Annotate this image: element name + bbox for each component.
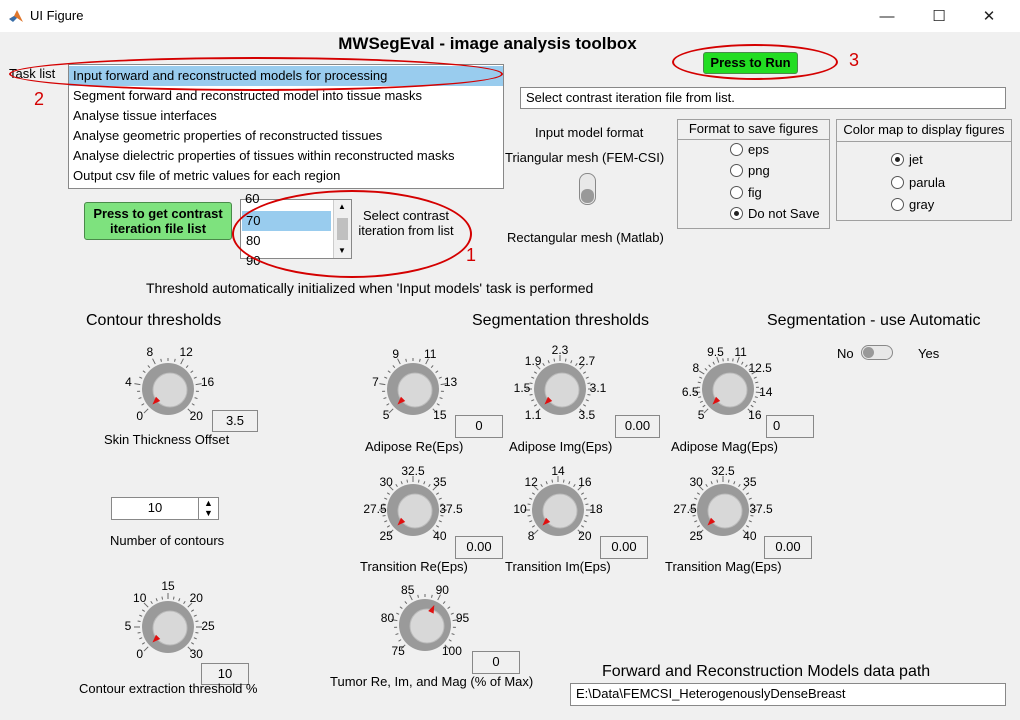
knob-tick-label: 1.1 — [524, 407, 542, 422]
adipose-img-value: 0.00 — [615, 415, 660, 438]
knob-tick-label: 18 — [589, 502, 603, 516]
task-list-label: Task list — [9, 66, 56, 81]
knob-tick-label: 100 — [441, 643, 462, 658]
trans-im-value: 0.00 — [600, 536, 648, 559]
knob-tick-label: 6.5 — [681, 385, 699, 400]
adipose-img-label: Adipose Img(Eps) — [509, 439, 613, 454]
iteration-item[interactable]: 80 — [246, 233, 261, 248]
colormap-jet-option[interactable]: jet — [891, 152, 923, 167]
app-title: MWSegEval - image analysis toolbox — [338, 34, 637, 53]
knob-tick-label: 20 — [578, 528, 592, 543]
trans-mag-value: 0.00 — [764, 536, 812, 559]
knob-tick-label: 12 — [524, 475, 538, 490]
knob-tick-label: 0 — [136, 647, 144, 662]
input-format-label: Input model format — [535, 125, 644, 140]
knob-tick-label: 25 — [201, 619, 215, 633]
knob-tick-label: 27.5 — [673, 502, 697, 516]
contours-spinner[interactable] — [111, 497, 219, 520]
run-button[interactable]: Press to Run — [703, 52, 798, 74]
knob-tick-label: 20 — [189, 590, 203, 605]
threshold-note: Threshold automatically initialized when 'Input models' task is performed — [146, 280, 594, 296]
segmentation-automatic-title: Segmentation - use Automatic — [767, 312, 981, 329]
knob-tick-label: 10 — [133, 590, 147, 605]
knob-tick-label: 8 — [527, 528, 535, 543]
save-png-option[interactable]: png — [730, 163, 770, 178]
status-field: Select contrast iteration file from list. — [520, 87, 1006, 109]
tumor-value: 0 — [472, 651, 520, 674]
trans-mag-label: Transition Mag(Eps) — [665, 559, 782, 574]
task-item[interactable]: Output csv file of metric values for each region — [73, 168, 341, 183]
annotation-ellipse-1 — [232, 190, 472, 278]
knob-tick-label: 13 — [443, 375, 458, 390]
knob-tick-label: 2.7 — [578, 354, 596, 369]
knob-tick-label: 3.1 — [589, 381, 607, 395]
auto-switch-no: No — [837, 346, 854, 361]
adipose-mag-label: Adipose Mag(Eps) — [671, 439, 778, 454]
colormap-title: Color map to display figures — [837, 120, 1011, 142]
scroll-down-icon[interactable]: ▼ — [338, 246, 346, 255]
knob-tick-label: 16 — [200, 374, 215, 389]
knob-tick-label: 14 — [551, 464, 565, 478]
knob-tick-label: 11 — [424, 347, 437, 362]
data-path-title: Forward and Reconstruction Models data path — [602, 663, 931, 680]
knob-tick-label: 75 — [391, 643, 405, 658]
get-contrast-button[interactable]: Press to get contrast iteration file list — [84, 202, 232, 240]
task-item[interactable]: Analyse dielectric properties of tissues within reconstructed masks — [73, 148, 455, 163]
spinner-up-icon[interactable]: ▲ — [204, 498, 213, 508]
knob-tick-label: 35 — [433, 475, 447, 490]
knob-tick-label: 7 — [372, 375, 379, 390]
adipose-mag-value: 0 — [766, 415, 814, 438]
auto-switch-yes: Yes — [918, 346, 940, 361]
spinner-buttons[interactable] — [198, 498, 218, 519]
knob-tick-label: 90 — [435, 583, 449, 598]
knob-tick-label: 40 — [433, 528, 447, 543]
knob-tick-label: 9 — [392, 347, 400, 362]
colormap-parula-option[interactable]: parula — [891, 175, 945, 190]
knob-tick-label: 80 — [380, 611, 395, 626]
knob-tick-label: 2.3 — [551, 343, 569, 357]
annotation-ellipse-3 — [672, 44, 838, 80]
task-item[interactable]: Analyse geometric properties of reconstructed tissues — [73, 128, 383, 143]
knob-tick-label: 8 — [692, 360, 700, 375]
contours-label: Number of contours — [110, 533, 225, 548]
knob-tick-label: 11 — [734, 345, 747, 360]
adipose-re-label: Adipose Re(Eps) — [365, 439, 464, 454]
knob-tick-label: 1.9 — [524, 354, 542, 369]
iteration-item-selected[interactable]: 70 — [242, 211, 331, 231]
extraction-value: 10 — [201, 663, 249, 685]
annotation-ellipse-2 — [9, 57, 503, 91]
input-format-triangular: Triangular mesh (FEM-CSI) — [505, 150, 665, 165]
knob-tick-label: 1.5 — [513, 381, 531, 395]
save-eps-option[interactable]: eps — [730, 142, 769, 157]
knob-tick-label: 12 — [179, 345, 193, 360]
task-item[interactable]: Analyse tissue interfaces — [73, 108, 217, 123]
knob-tick-label: 25 — [379, 528, 393, 543]
task-item[interactable]: Segment forward and reconstructed model into tissue masks — [73, 88, 423, 103]
knob-tick-label: 8 — [146, 345, 154, 360]
knob-tick-label: 95 — [455, 611, 470, 626]
skin-label: Skin Thickness Offset — [104, 432, 230, 447]
knob-tick-label: 85 — [401, 583, 415, 598]
save-none-option[interactable]: Do not Save — [730, 206, 820, 221]
annotation-number-1: 1 — [466, 245, 477, 265]
knob-tick-label: 30 — [379, 475, 393, 490]
contour-thresholds-title: Contour thresholds — [86, 312, 222, 329]
knob-tick-label: 4 — [125, 374, 132, 389]
annotation-number-3: 3 — [849, 50, 860, 70]
knob-tick-label: 32.5 — [401, 464, 425, 478]
knob-tick-label: 14 — [759, 385, 773, 400]
knob-tick-label: 15 — [161, 579, 175, 593]
skin-knob[interactable] — [134, 358, 201, 415]
knob-tick-label: 30 — [189, 647, 203, 662]
knob-tick-label: 9.5 — [707, 345, 724, 360]
knob-tick-label: 5 — [382, 407, 390, 422]
save-format-title: Format to save figures — [678, 120, 829, 140]
contours-value[interactable]: 10 — [147, 500, 163, 515]
tumor-knob[interactable] — [391, 594, 458, 651]
tumor-label: Tumor Re, Im, and Mag (% of Max) — [330, 674, 534, 689]
data-path-field[interactable]: E:\Data\FEMCSI_HeterogenouslyDenseBreast — [570, 683, 1006, 706]
knob-tick-label: 16 — [578, 475, 592, 490]
knob-tick-label: 0 — [136, 409, 144, 424]
knob-tick-label: 32.5 — [711, 464, 735, 478]
trans-im-label: Transition Im(Eps) — [505, 559, 611, 574]
annotation-number-2: 2 — [34, 89, 45, 109]
trans-re-label: Transition Re(Eps) — [360, 559, 468, 574]
adipose-re-knob[interactable] — [379, 358, 446, 415]
iteration-list-label: Select contrast iteration from list — [358, 208, 454, 238]
adipose-re-value: 0 — [455, 415, 503, 438]
scroll-up-icon[interactable]: ▲ — [338, 202, 346, 211]
iteration-item[interactable]: 60 — [245, 191, 260, 206]
trans-re-value: 0.00 — [455, 536, 503, 559]
input-format-rectangular: Rectangular mesh (Matlab) — [507, 230, 664, 245]
maximize-button[interactable]: ☐ — [932, 8, 946, 25]
knob-tick-label: 12.5 — [748, 360, 772, 375]
close-button[interactable]: ✕ — [982, 8, 996, 25]
knob-tick-label: 3.5 — [578, 407, 596, 422]
knob-tick-label: 20 — [189, 409, 203, 424]
minimize-button[interactable]: — — [879, 7, 895, 25]
spinner-down-icon[interactable]: ▼ — [204, 508, 213, 518]
knob-tick-label: 15 — [433, 407, 447, 422]
task-item[interactable]: Input forward and reconstructed models for processing — [69, 66, 503, 86]
knob-tick-label: 5 — [697, 407, 705, 422]
knob-tick-label: 37.5 — [439, 502, 463, 516]
knob-tick-label: 16 — [748, 407, 762, 422]
skin-value: 3.5 — [212, 410, 258, 432]
knob-tick-label: 25 — [689, 528, 703, 543]
segmentation-thresholds-title: Segmentation thresholds — [472, 312, 649, 329]
knob-tick-label: 5 — [124, 619, 132, 633]
knob-tick-label: 35 — [743, 475, 757, 490]
knob-tick-label: 40 — [743, 528, 757, 543]
save-fig-option[interactable]: fig — [730, 185, 762, 200]
knob-tick-label: 37.5 — [749, 502, 773, 516]
knob-tick-label: 10 — [513, 502, 527, 516]
colormap-gray-option[interactable]: gray — [891, 197, 934, 212]
window-title: UI Figure — [30, 8, 84, 23]
knob-tick-label: 30 — [689, 475, 703, 490]
iteration-item[interactable]: 90 — [246, 253, 261, 268]
knob-tick-label: 27.5 — [363, 502, 387, 516]
extraction-label: Contour extraction threshold % — [79, 681, 258, 696]
